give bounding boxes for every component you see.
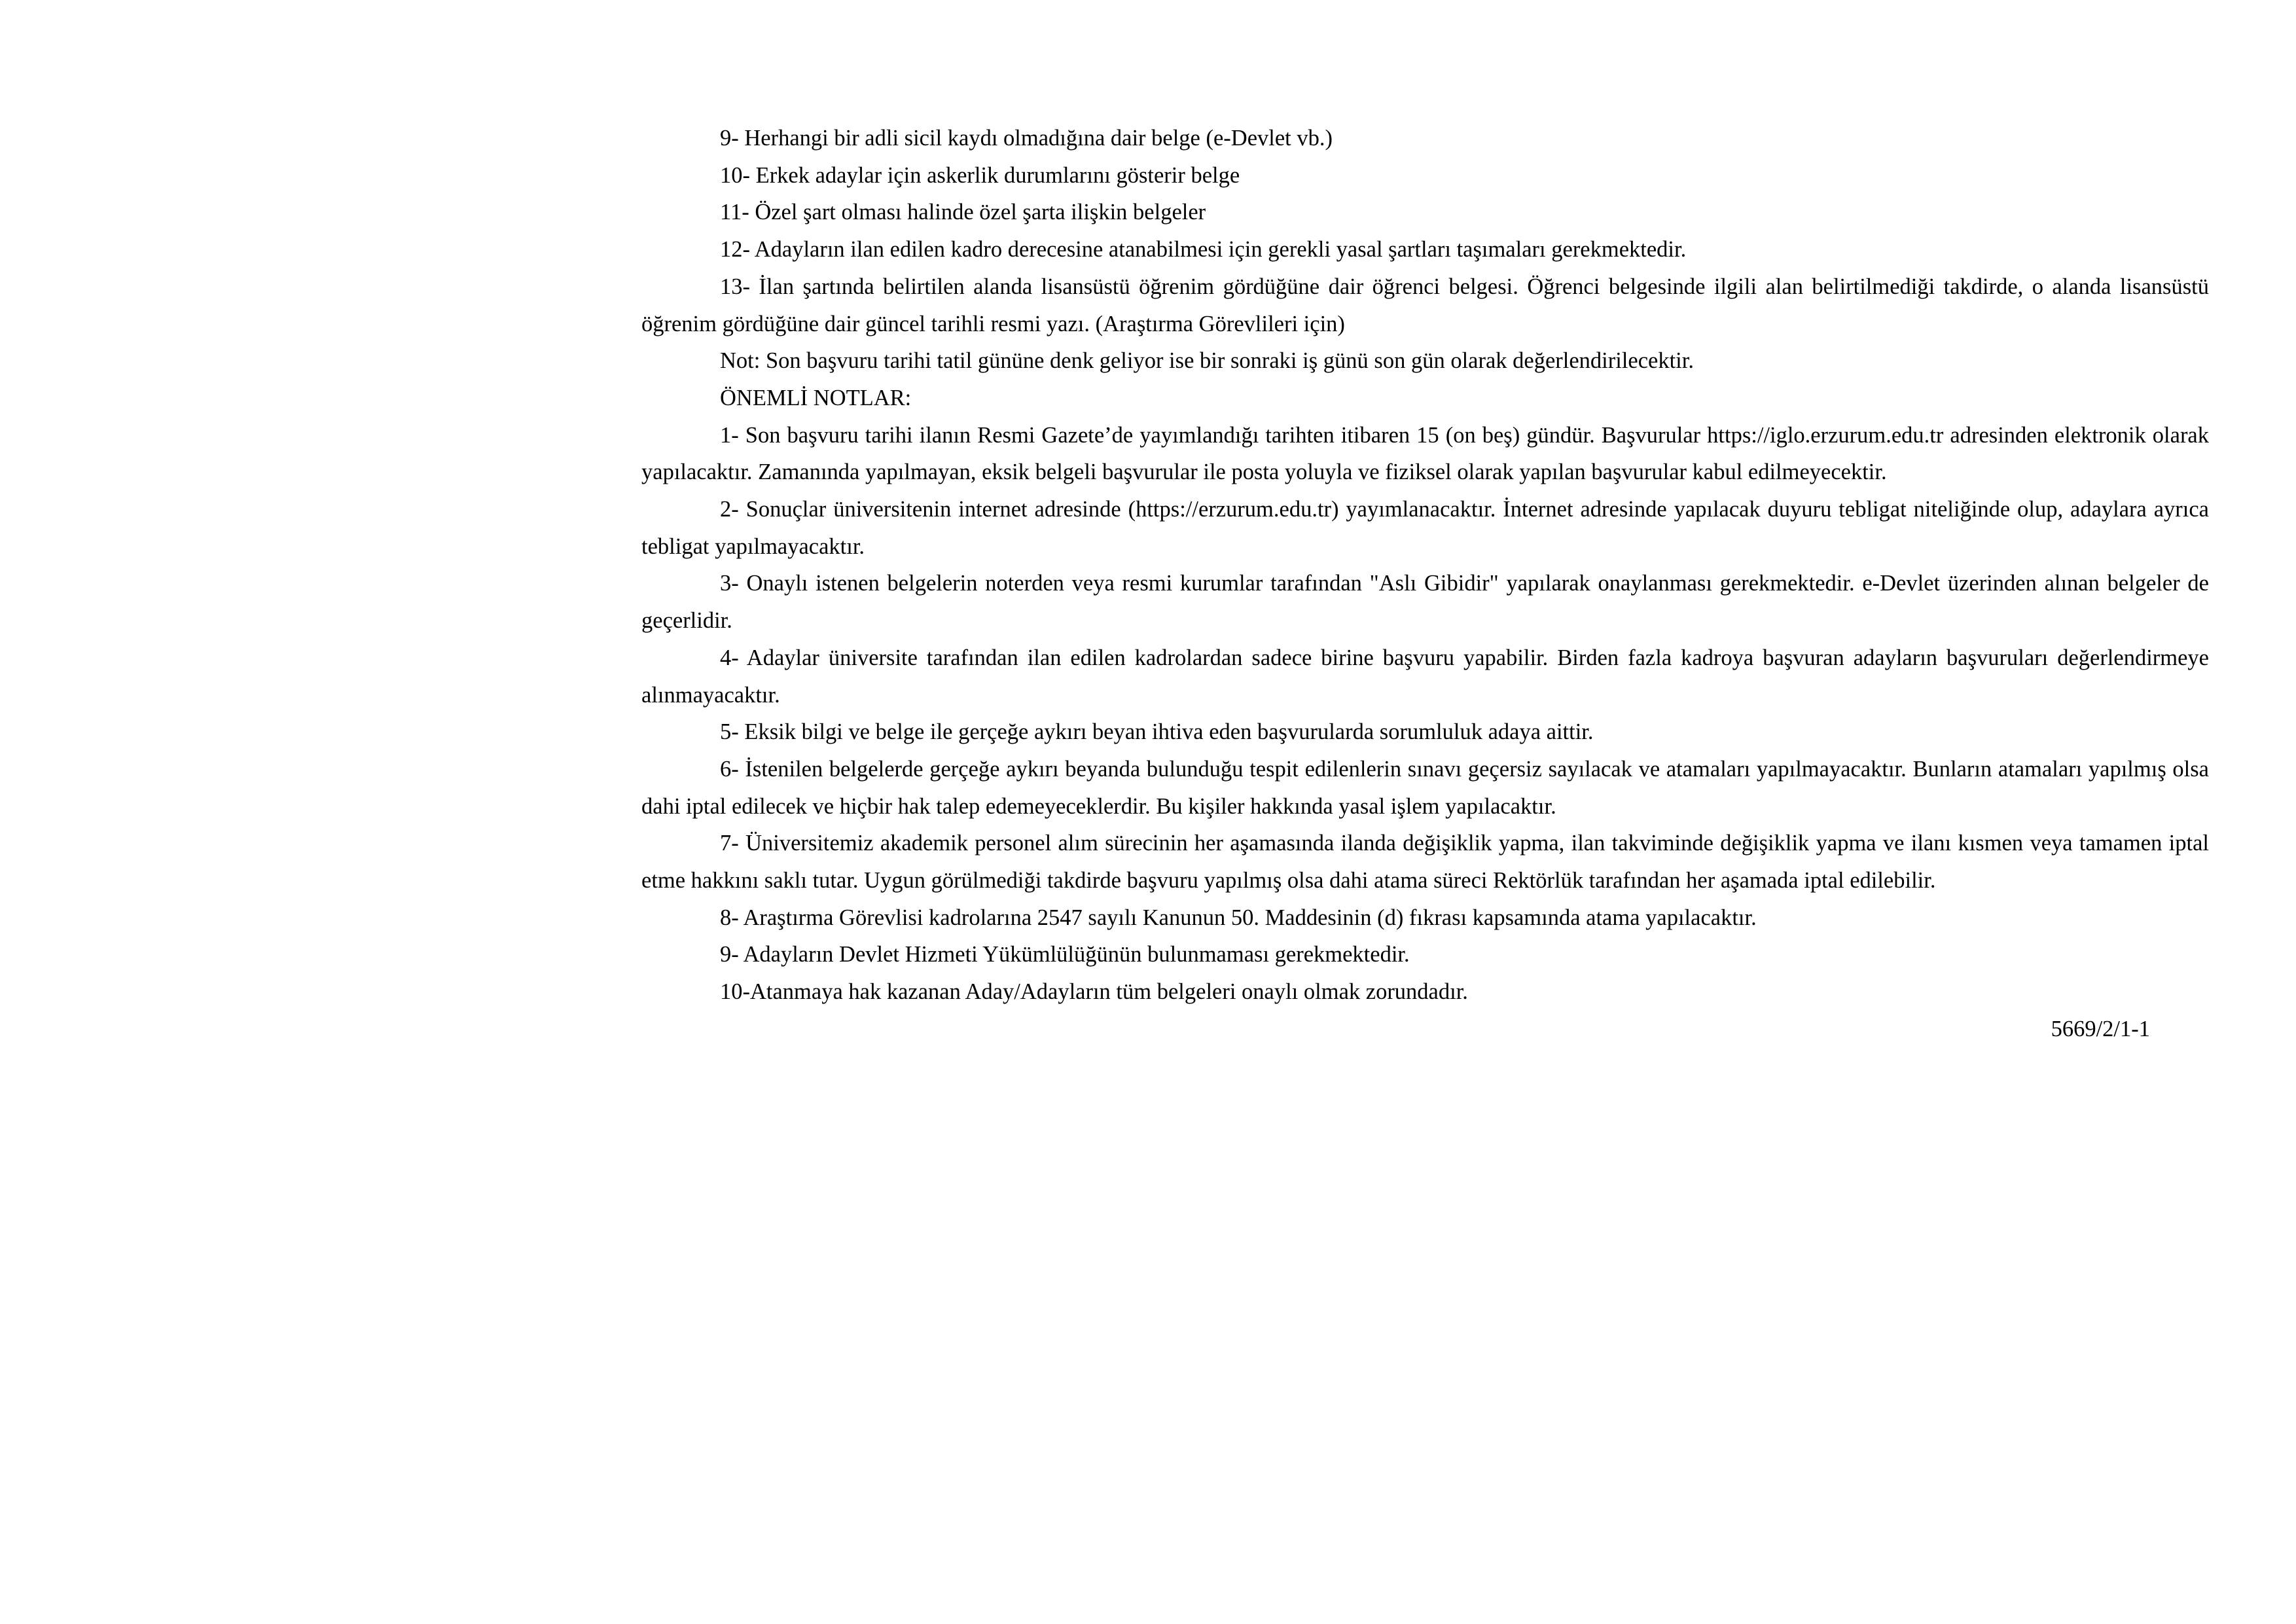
requirement-item-10: 10- Erkek adaylar için askerlik durumlarını gösterir belge [720, 162, 1240, 188]
requirement-item-9: 9- Herhangi bir adli sicil kaydı olmadığına dair belge (e-Devlet vb.) [720, 126, 1333, 151]
important-note-10: 10-Atanmaya hak kazanan Aday/Adayların tüm belgeleri onaylı olmak zorundadır. [720, 979, 1468, 1005]
requirement-item-11: 11- Özel şart olması halinde özel şarta ilişkin belgeler [720, 200, 1206, 225]
reference-number: 5669/2/1-1 [2051, 1016, 2150, 1041]
requirement-item-12: 12- Adayların ilan edilen kadro derecesine atanabilmesi için gerekli yasal şartları taşımaları gerekmektedir. [720, 237, 1687, 262]
requirement-item-13: 13- İlan şartında belirtilen alanda lisansüstü öğrenim gördüğüne dair öğrenci belgesi. Öğrenci belgesinde ilgili alan belirtilmediği takdirde, o alanda lisansüstü öğrenim gördüğüne dair güncel tarihli resmi yazı. (Araştırma Görevlileri için) [641, 274, 2209, 336]
important-note-2: 2- Sonuçlar üniversitenin internet adresinde (https://erzurum.edu.tr) yayımlanacaktır. İnternet adresinde yapılacak duyuru tebligat niteliğinde olup, adaylara ayrıca tebligat yapılmayacaktır. [641, 497, 2209, 559]
important-note-9: 9- Adayların Devlet Hizmeti Yükümlülüğünün bulunmaması gerekmektedir. [720, 942, 1410, 967]
important-note-7: 7- Üniversitemiz akademik personel alım sürecinin her aşamasında ilanda değişiklik yapma, ilan takviminde değişiklik yapma ve ilanı kısmen veya tamamen iptal etme hakkını saklı tutar. Uygun görülmediği takdirde başvuru yapılmış olsa dahi atama süreci Rektörlük tarafından her aşamada iptal edilebilir. [641, 831, 2209, 893]
important-notes-heading: ÖNEMLİ NOTLAR: [720, 385, 912, 410]
important-note-4: 4- Adaylar üniversite tarafından ilan edilen kadrolardan sadece birine başvuru yapabilir. Birden fazla kadroya başvuran adayların başvuruları değerlendirmeye alınmayacaktır. [641, 645, 2209, 708]
document-text-column [641, 120, 2209, 1048]
important-note-8: 8- Araştırma Görevlisi kadrolarına 2547 sayılı Kanunun 50. Maddesinin (d) fıkrası kapsamında atama yapılacaktır. [720, 905, 1757, 930]
important-note-6: 6- İstenilen belgelerde gerçeğe aykırı beyanda bulunduğu tespit edilenlerin sınavı geçersiz sayılacak ve atamaları yapılmayacaktır. Bunların atamaları yapılmış olsa dahi iptal edilecek ve hiçbir hak talep edemeyeceklerdir. Bu kişiler hakkında yasal işlem yapılacaktır. [641, 756, 2209, 819]
deadline-note: Not: Son başvuru tarihi tatil gününe denk geliyor ise bir sonraki iş günü son gün olarak değerlendirilecektir. [720, 348, 1694, 374]
important-note-5: 5- Eksik bilgi ve belge ile gerçeğe aykırı beyan ihtiva eden başvurularda sorumluluk adaya aittir. [720, 719, 1594, 745]
important-note-3: 3- Onaylı istenen belgelerin noterden veya resmi kurumlar tarafından "Aslı Gibidir" yapılarak onaylanması gerekmektedir. e-Devlet üzerinden alınan belgeler de geçerlidir. [641, 571, 2209, 634]
important-note-1: 1- Son başvuru tarihi ilanın Resmi Gazete’de yayımlandığı tarihten itibaren 15 (on beş) gündür. Başvurular https://iglo.erzurum.edu.tr adresinden elektronik olarak yapılacaktır. Zamanında yapılmayan, eksik belgeli başvurular ile posta yoluyla ve fiziksel olarak yapılan başvurular kabul edilmeyecektir. [641, 422, 2209, 485]
